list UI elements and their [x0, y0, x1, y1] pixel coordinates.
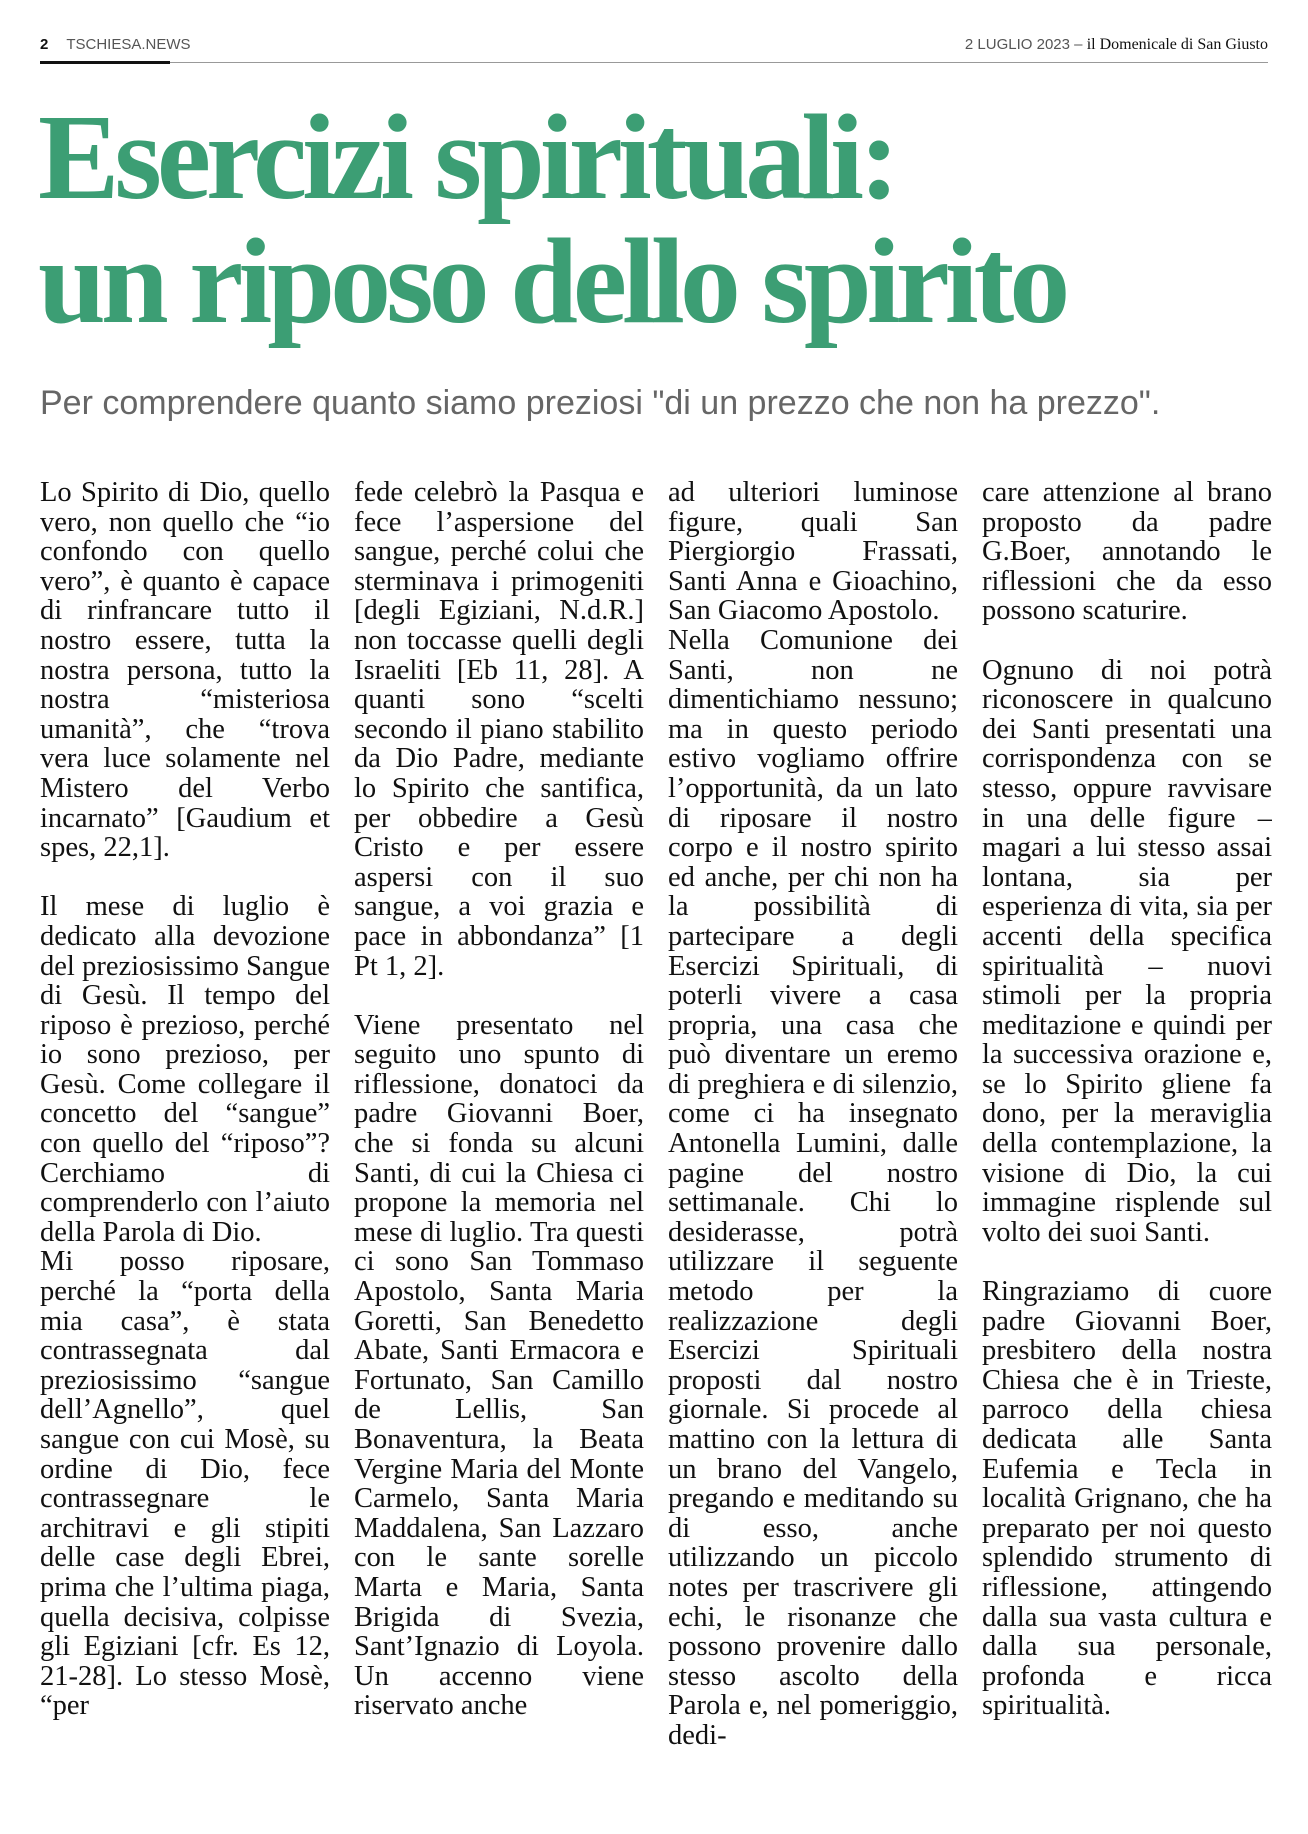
- paragraph: Mi posso riposare, perché la “porta della mia casa”, è stata contrassegnata dal preziosissimo “sangue dell’Agnello”, quel sangue con cui Mosè, su ordine di Dio, fece contrassegnare le architravi e gli stipiti delle case degli Ebrei, prima che l’ultima piaga, quella decisiva, colpisse gli Egiziani [cfr. Es 12, 21-28]. Lo stesso Mosè, “per: [40, 1246, 330, 1722]
- article-subtitle: Per comprendere quanto siamo preziosi "di un prezzo che non ha prezzo".: [40, 384, 1161, 422]
- paragraph: fede celebrò la Pasqua e fece l’aspersione del sangue, perché colui che sterminava i primogeniti [degli Egiziani, N.d.R.] non toccasse quelli degli Israeliti [Eb 11, 28]. A quanti sono “scelti secondo il piano stabilito da Dio Padre, mediante lo Spirito che santifica, per obbedire a Gesù Cristo e per essere aspersi con il suo sangue, a voi grazia e pace in abbondanza” [1 Pt 1, 2].: [354, 478, 644, 982]
- paragraph: Ognuno di noi potrà riconoscere in qualcuno dei Santi presentati una corrispondenza con se stesso, oppure ravvisare in una delle figure – magari a lui stesso assai lontana, sia per esperienza di vita, sia per accenti della specifica spiritualità – nuovi stimoli per la propria meditazione e quindi per la successiva orazione e, se lo Spirito gliene fa dono, per la meraviglia della contemplazione, la visione di Dio, la cui immagine risplende sul volto dei suoi Santi.: [982, 654, 1272, 1248]
- page-number: 2: [40, 36, 49, 53]
- paragraph: Viene presentato nel seguito uno spunto di riflessione, donatoci da padre Giovanni Boer, che si fonda su alcuni Santi, di cui la Chiesa ci propone la memoria nel mese di luglio. Tra questi ci sono San Tommaso Apostolo, Santa Maria Goretti, San Benedetto Abate, Santi Ermacora e Fortunato, San Camillo de Lellis, San Bonaventura, la Beata Vergine Maria del Monte Carmelo, Santa Maria Maddalena, San Lazzaro con le sante sorelle Marta e Maria, Santa Brigida di Svezia, Sant’Ignazio di Loyola. Un accenno viene riservato anche: [354, 1009, 644, 1722]
- article-body: [40, 478, 1272, 1798]
- paragraph: ad ulteriori luminose figure, quali San Piergiorgio Frassati, Santi Anna e Gioachino, San Giacomo Apostolo.: [668, 478, 958, 627]
- paragraph: Il mese di luglio è dedicato alla devozione del preziosissimo Sangue di Gesù. Il tempo del riposo è prezioso, perché io sono prezioso, per Gesù. Come collegare il concetto del “sangue” con quello del “riposo”? Cerchiamo di comprenderlo con l’aiuto della Parola di Dio.: [40, 891, 330, 1248]
- column-1: [40, 478, 330, 1798]
- column-2: [354, 478, 644, 1798]
- title-line-1: Esercizi spirituali:: [38, 90, 895, 225]
- page-header: [40, 36, 1268, 62]
- header-rule: [40, 62, 1268, 63]
- issue-date: 2 LUGLIO 2023: [964, 36, 1070, 53]
- column-4: [982, 478, 1272, 1798]
- newspaper-name: il Domenicale di San Giusto: [1086, 36, 1268, 53]
- article-title: [38, 90, 1278, 349]
- header-rule-accent: [40, 61, 170, 64]
- paragraph: Ringraziamo di cuore padre Giovanni Boer, presbitero della nostra Chiesa che è in Trieste, parroco della chiesa dedicata alle Santa Eufemia e Tecla in località Grignano, che ha preparato per noi questo splendido strumento di riflessione, attingendo dalla sua vasta cultura e dalla sua personale, profonda e ricca spiritualità.: [982, 1276, 1272, 1722]
- header-right: [965, 36, 1268, 54]
- header-separator: –: [1074, 36, 1083, 53]
- paragraph: care attenzione al brano proposto da padre G.Boer, annotando le riflessioni che da esso possono scaturire.: [982, 478, 1272, 627]
- header-left: [40, 36, 191, 53]
- paragraph: Lo Spirito di Dio, quello vero, non quello che “io confondo con quello vero”, è quanto è capace di rinfrancare tutto il nostro essere, tutta la nostra persona, tutto la nostra “misteriosa umanità”, che “trova vera luce solamente nel Mistero del Verbo incarnato” [Gaudium et spes, 22,1].: [40, 478, 330, 864]
- title-line-2: un riposo dello spirito: [38, 214, 1066, 349]
- paragraph: Nella Comunione dei Santi, non ne dimentichiamo nessuno; ma in questo periodo estivo vogliamo offrire l’opportunità, da un lato di riposare il nostro corpo e il nostro spirito ed anche, per chi non ha la possibilità di partecipare a degli Esercizi Spirituali, di poterli vivere a casa propria, una casa che può diventare un eremo di preghiera e di silenzio, come ci ha insegnato Antonella Lumini, dalle pagine del nostro settimanale. Chi lo desiderasse, potrà utilizzare il seguente metodo per la realizzazione degli Esercizi Spirituali proposti dal nostro giornale. Si procede al mattino con la lettura di un brano del Vangelo, pregando e meditando su di esso, anche utilizzando un piccolo notes per trascrivere gli echi, le risonanze che possono provenire dallo stesso ascolto della Parola e, nel pomeriggio, dedi-: [668, 624, 958, 1751]
- site-name: TSCHIESA.NEWS: [66, 36, 191, 53]
- column-3: [668, 478, 958, 1798]
